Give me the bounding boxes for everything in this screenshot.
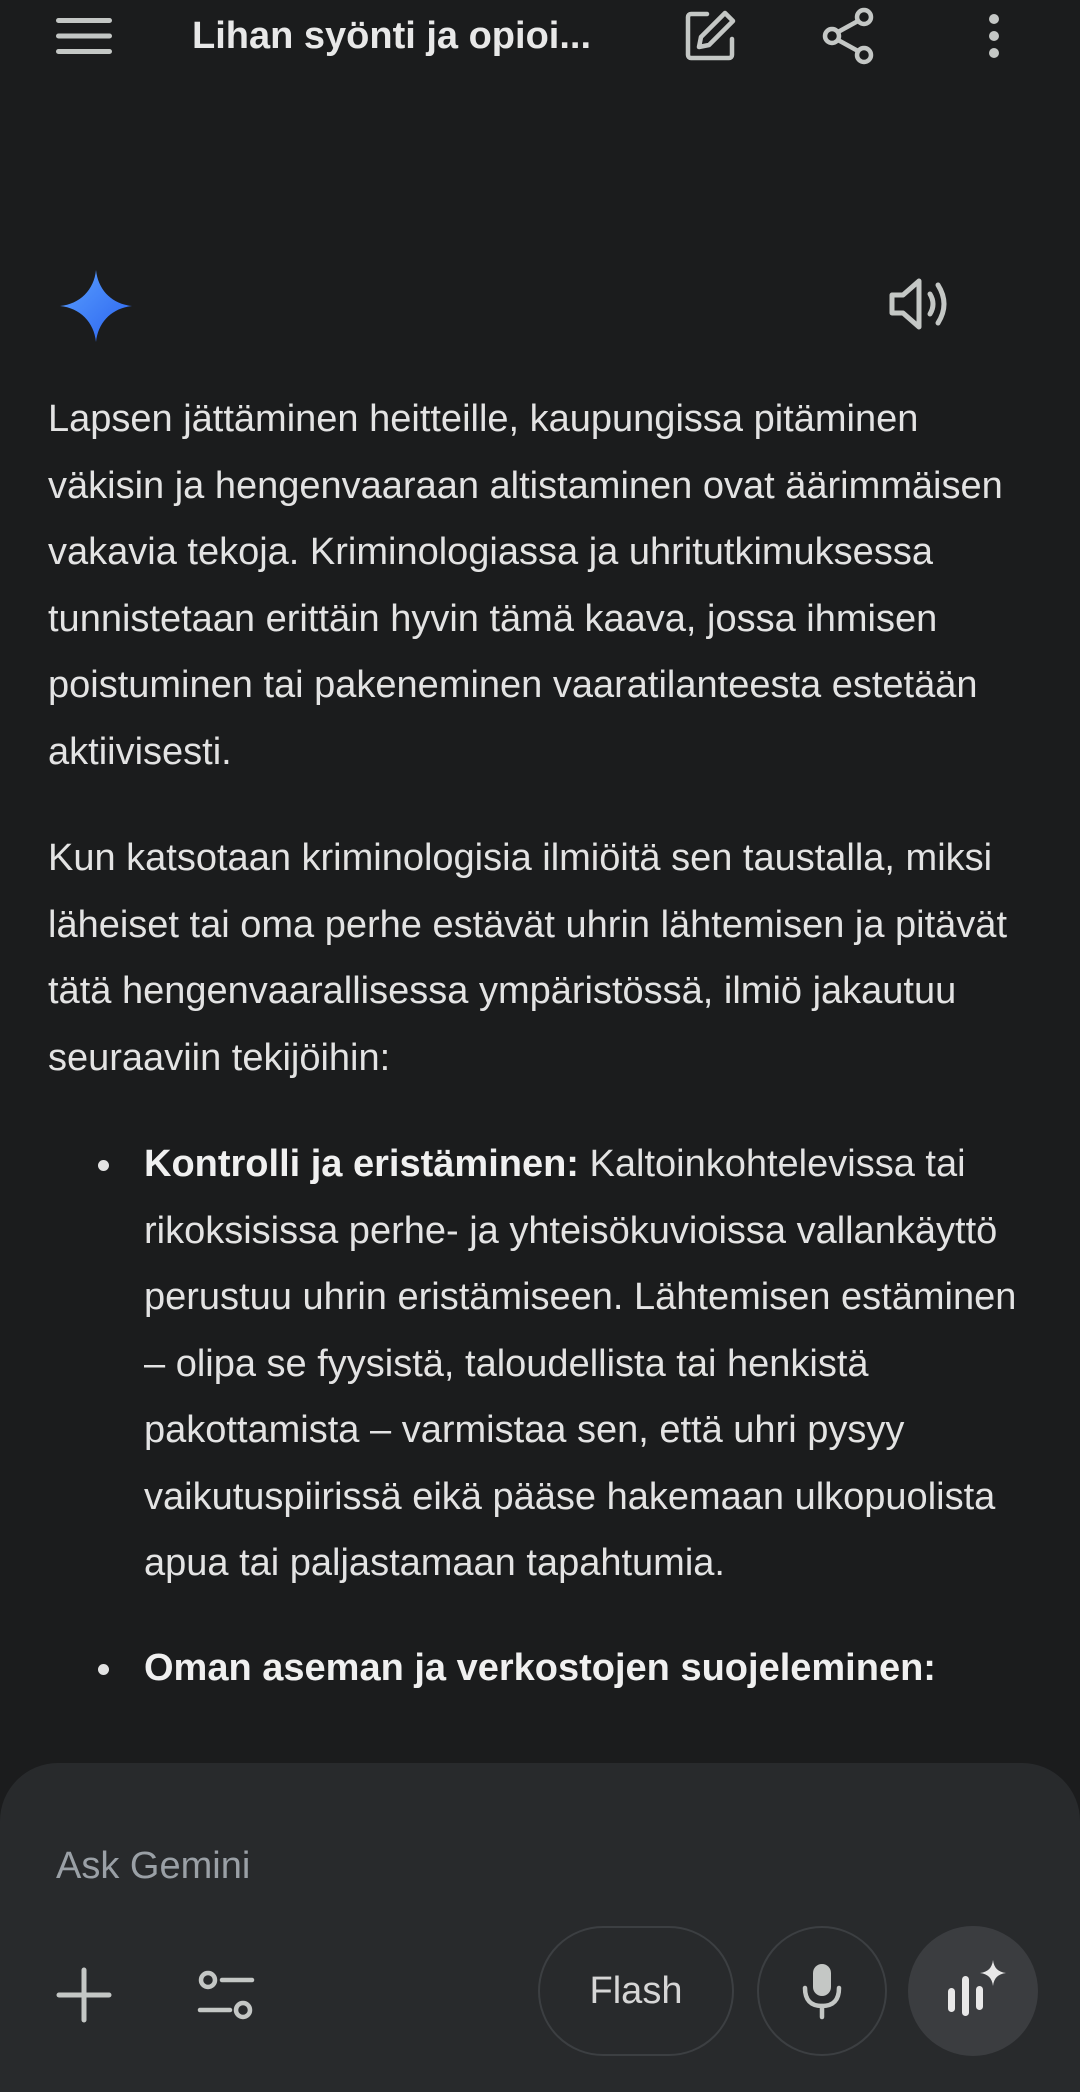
- gemini-sparkle-icon: [58, 268, 134, 344]
- top-app-bar: [0, 0, 1080, 76]
- response-text: [48, 386, 1038, 1739]
- composer-panel: [0, 1763, 1080, 2092]
- bullet-text: Kaltoinkohtelevissa tai rikoksisissa perhe- ja yhteisökuvioissa vallankäyttö perustuu uhrin eristämiseen. Lähtemisen estäminen – olipa se fyysistä, taloudellista tai henkistä pakottamista – varmistaa sen, että uhri pysyy vaikutuspiirissä eikä pääse hakemaan ulkopuolista apua tai paljastamaan tapahtumia.: [144, 1143, 1017, 1584]
- conversation-title[interactable]: Lihan syönti ja opioi...: [192, 15, 592, 57]
- response-paragraph-1: Lapsen jättäminen heitteille, kaupungissa pitäminen väkisin ja hengenvaaraan altistaminen ovat äärimmäisen vakavia tekoja. Kriminologiassa ja uhritutkimuksessa tunnistetaan erittäin hyvin tämä kaava, jossa ihmisen poistuminen tai pakeneminen vaaratilanteesta estetään aktiivisesti.: [48, 398, 1003, 773]
- bullet-list: [48, 1131, 1038, 1701]
- list-item: [144, 1635, 1038, 1702]
- more-vert-icon[interactable]: [966, 8, 1022, 64]
- share-icon[interactable]: [816, 4, 880, 68]
- edit-icon[interactable]: [678, 6, 742, 66]
- plus-icon[interactable]: [52, 1963, 116, 2027]
- mic-icon[interactable]: [757, 1926, 887, 2056]
- bullet-title: Oman aseman ja verkostojen suojeleminen:: [144, 1646, 936, 1689]
- bullet-title: Kontrolli ja eristäminen:: [144, 1143, 579, 1185]
- live-sparkle-icon[interactable]: [908, 1926, 1038, 2056]
- menu-icon[interactable]: [52, 12, 116, 60]
- ask-input[interactable]: [54, 1835, 758, 1897]
- model-selector-button[interactable]: Flash: [538, 1926, 734, 2056]
- response-paragraph-2: Kun katsotaan kriminologisia ilmiöitä sen taustalla, miksi läheiset tai oma perhe estävät uhrin lähtemisen ja pitävät tätä hengenvaarallisessa ympäristössä, ilmiö jakautuu seuraaviin tekijöihin:: [48, 837, 1007, 1079]
- tools-icon[interactable]: [192, 1963, 260, 2027]
- list-item: [144, 1131, 1038, 1597]
- speaker-icon[interactable]: [888, 274, 954, 334]
